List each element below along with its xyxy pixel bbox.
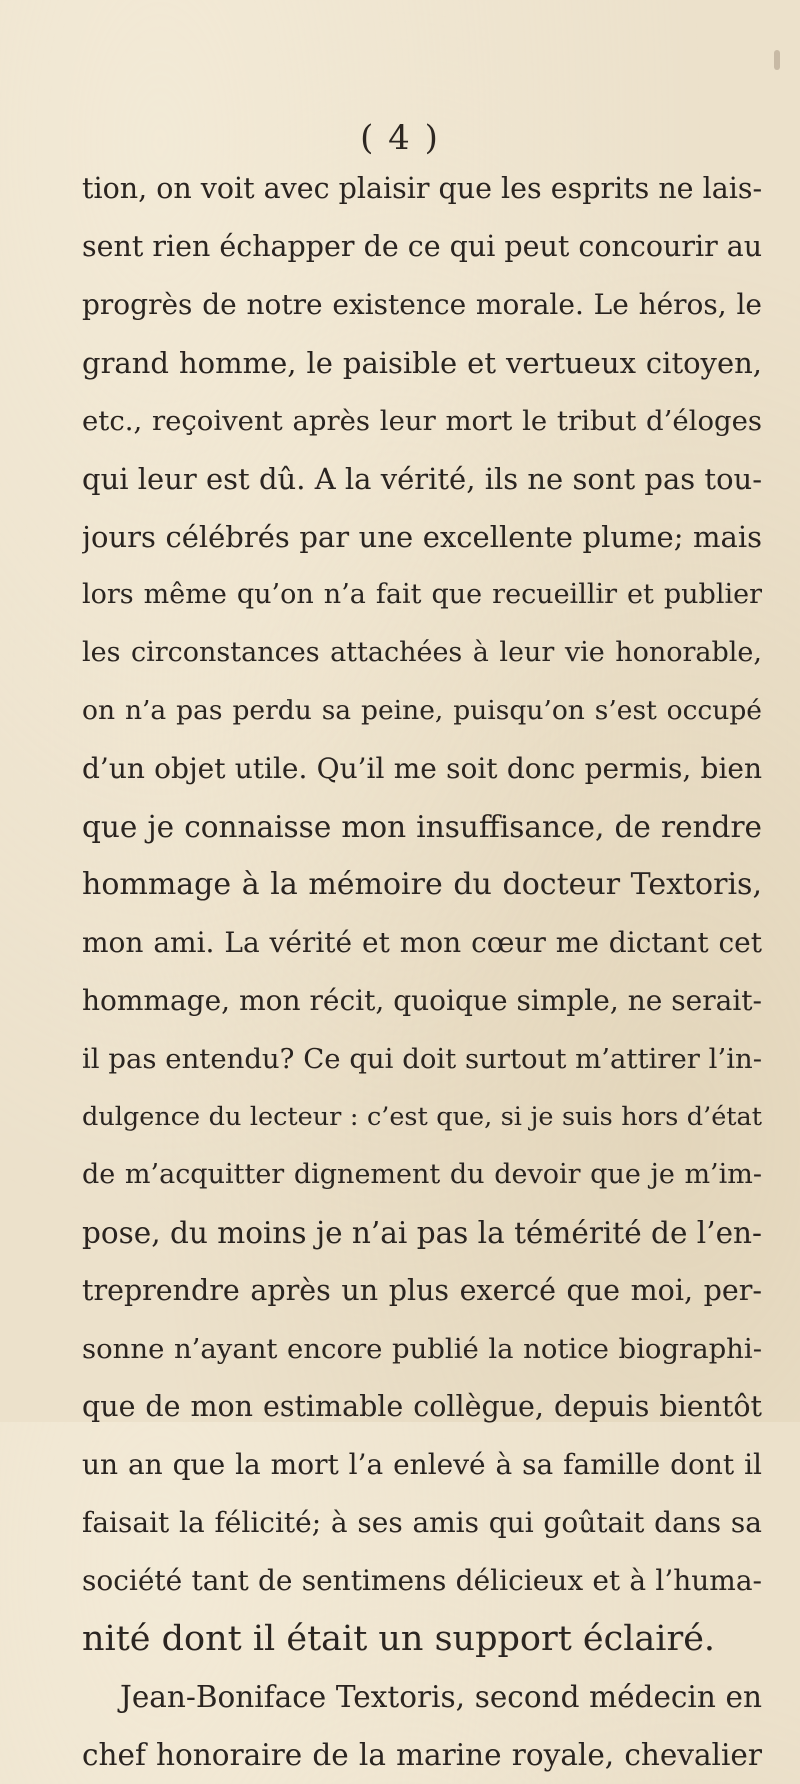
- body-text: [82, 160, 762, 1784]
- text-line: on n’a pas perdu sa peine, puisqu’on s’est occupé: [82, 695, 762, 726]
- text-line: grand homme, le paisible et vertueux citoyen,: [82, 346, 762, 380]
- text-line: société tant de sentimens délicieux et à l’huma-: [82, 1564, 762, 1597]
- text-line: dulgence du lecteur : c’est que, si je suis hors d’état: [82, 1102, 762, 1132]
- text-line: jours célébrés par une excellente plume; mais: [82, 520, 762, 554]
- text-line: d’un objet utile. Qu’il me soit donc permis, bien: [82, 752, 762, 785]
- text-line: les circonstances attachées à leur vie honorable,: [82, 637, 762, 668]
- text-line: etc., reçoivent après leur mort le tribut d’éloges: [82, 405, 762, 437]
- text-line-paragraph-start: Jean-Boniface Textoris, second médecin en: [120, 1680, 762, 1714]
- text-line: tion, on voit avec plaisir que les esprits ne lais-: [82, 172, 762, 205]
- text-line-paragraph-end: nité dont il était un support éclairé.: [82, 1619, 716, 1659]
- text-line: qui leur est dû. A la vérité, ils ne sont pas tou-: [82, 462, 762, 496]
- text-line: hommage à la mémoire du docteur Textoris,: [82, 867, 762, 902]
- text-line: sent rien échapper de ce qui peut concourir au: [82, 230, 762, 263]
- text-line: chef honoraire de la marine royale, chevalier: [82, 1738, 762, 1772]
- text-line: il pas entendu? Ce qui doit surtout m’attirer l’in-: [82, 1043, 762, 1075]
- text-line: que de mon estimable collègue, depuis bientôt: [82, 1390, 762, 1423]
- text-line: lors même qu’on n’a fait que recueillir et publier: [82, 579, 762, 610]
- text-line: pose, du moins je n’ai pas la témérité de l’en-: [82, 1216, 762, 1250]
- text-line: faisait la félicité; à ses amis qui goûtait dans sa: [82, 1506, 762, 1539]
- text-line: de m’acquitter dignement du devoir que je m’im-: [82, 1159, 762, 1190]
- text-line: que je connaisse mon insuffisance, de rendre: [82, 810, 762, 844]
- margin-smudge: [774, 50, 780, 70]
- page-number: ( 4 ): [360, 118, 440, 158]
- text-line: progrès de notre existence morale. Le héros, le: [82, 288, 762, 321]
- text-line: treprendre après un plus exercé que moi, per-: [82, 1274, 762, 1307]
- text-line: sonne n’ayant encore publié la notice biographi-: [82, 1333, 762, 1365]
- text-line: mon ami. La vérité et mon cœur me dictant cet: [82, 926, 762, 959]
- text-line: un an que la mort l’a enlevé à sa famille dont il: [82, 1448, 762, 1481]
- text-line: hommage, mon récit, quoique simple, ne serait-: [82, 984, 762, 1017]
